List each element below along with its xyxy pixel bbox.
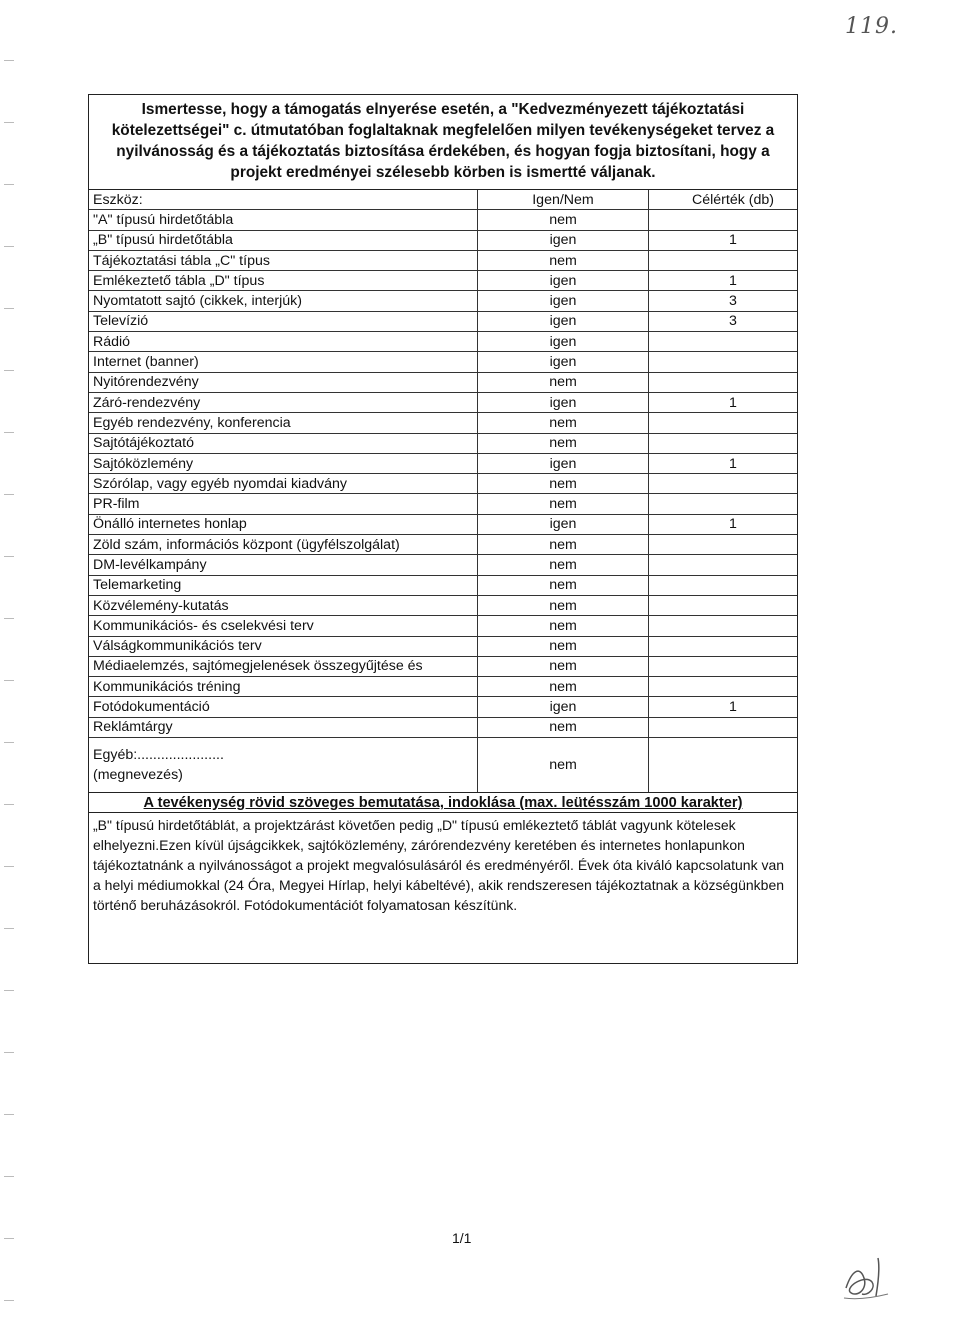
table-row — [89, 575, 797, 595]
table-row — [89, 311, 797, 331]
table-row — [89, 656, 797, 676]
tool-name: Telemarketing — [89, 575, 478, 595]
table-row — [89, 636, 797, 656]
tool-name: Fotódokumentáció — [89, 697, 478, 717]
tool-name: Rádió — [89, 332, 478, 352]
form-sheet — [88, 94, 798, 964]
other-label-line1: Egyéb:...................... — [93, 747, 224, 764]
other-target — [649, 738, 798, 793]
table-row — [89, 514, 797, 534]
header-yes-no: Igen/Nem — [478, 190, 649, 210]
handwritten-page-mark: 119. — [845, 14, 898, 39]
tools-table — [89, 190, 797, 792]
target-value — [649, 575, 798, 595]
tool-name: PR-film — [89, 494, 478, 514]
tool-name: Kommunikációs- és cselekvési terv — [89, 616, 478, 636]
tool-name: Szórólap, vagy egyéb nyomdai kiadvány — [89, 474, 478, 494]
target-value: 1 — [649, 392, 798, 412]
yes-no-value: igen — [478, 352, 649, 372]
header-target: Célérték (db) — [649, 190, 798, 210]
tool-name: Zöld szám, információs központ (ügyfélszolgálat) — [89, 535, 478, 555]
yes-no-value: igen — [478, 332, 649, 352]
table-row — [89, 352, 797, 372]
description-body: „B" típusú hirdetőtáblát, a projektzárást követően pedig „D" típusú emlékeztető táblát vagyunk kötelesek elhelyezni.Ezen kívül újságcikkek, sajtóközlemény, zárórendezvény keretében és internetes honlapunkon tájékoztatnánk a nyilvánosságot a projekt megvalósulásáról és eredményéről. Évek óta kiváló kapcsolatunk van a helyi médiumokkal (24 Óra, Megyei Hírlap, helyi kábeltévé), akik rendszeresen tájékoztatnak a községünkben történő beruházásokról. Fotódokumentációt folyamatosan készítünk. — [93, 817, 785, 914]
yes-no-value: nem — [478, 474, 649, 494]
tool-name: Kommunikációs tréning — [89, 677, 478, 697]
yes-no-value: igen — [478, 514, 649, 534]
table-row — [89, 474, 797, 494]
table-row-other — [89, 738, 797, 793]
tools-table-body — [89, 210, 797, 738]
target-value — [649, 535, 798, 555]
target-value — [649, 250, 798, 270]
yes-no-value: nem — [478, 210, 649, 230]
punch-margin — [4, 60, 16, 1310]
table-row — [89, 717, 797, 737]
table-row — [89, 453, 797, 473]
yes-no-value: nem — [478, 717, 649, 737]
tool-name: Nyomtatott sajtó (cikkek, interjúk) — [89, 291, 478, 311]
yes-no-value: nem — [478, 555, 649, 575]
yes-no-value: nem — [478, 575, 649, 595]
yes-no-value: nem — [478, 494, 649, 514]
target-value: 1 — [649, 453, 798, 473]
table-row — [89, 230, 797, 250]
tool-name: Reklámtárgy — [89, 717, 478, 737]
target-value — [649, 656, 798, 676]
target-value — [649, 210, 798, 230]
tool-name: Egyéb rendezvény, konferencia — [89, 413, 478, 433]
table-row — [89, 332, 797, 352]
target-value — [649, 616, 798, 636]
yes-no-value: nem — [478, 636, 649, 656]
yes-no-value: igen — [478, 291, 649, 311]
target-value: 1 — [649, 230, 798, 250]
yes-no-value: igen — [478, 271, 649, 291]
yes-no-value: nem — [478, 656, 649, 676]
target-value: 1 — [649, 514, 798, 534]
table-row — [89, 271, 797, 291]
table-row — [89, 555, 797, 575]
target-value — [649, 433, 798, 453]
table-row — [89, 291, 797, 311]
yes-no-value: nem — [478, 250, 649, 270]
page-number: 1/1 — [452, 1230, 472, 1246]
yes-no-value: igen — [478, 311, 649, 331]
table-row — [89, 494, 797, 514]
tool-name: Emlékeztető tábla „D" típus — [89, 271, 478, 291]
yes-no-value: nem — [478, 413, 649, 433]
tool-name: Válságkommunikációs terv — [89, 636, 478, 656]
table-row — [89, 677, 797, 697]
intro-question: Ismertesse, hogy a támogatás elnyerése esetén, a "Kedvezményezett tájékoztatási kötelezettségei" c. útmutatóban foglaltaknak megfelelően milyen tevékenységeket tervez a nyilvánosság és a tájékoztatás biztosítása érdekében, és hogyan fogja biztosítani, hogy a projekt eredményei szélesebb körben is ismertté váljanak. — [89, 95, 797, 190]
table-row — [89, 250, 797, 270]
target-value — [649, 332, 798, 352]
yes-no-value: nem — [478, 677, 649, 697]
target-value — [649, 372, 798, 392]
yes-no-value: nem — [478, 433, 649, 453]
tool-name: Sajtótájékoztató — [89, 433, 478, 453]
other-value: nem — [478, 738, 649, 793]
tool-name: Tájékoztatási tábla „C" típus — [89, 250, 478, 270]
table-row — [89, 595, 797, 615]
signature-initials — [838, 1248, 898, 1304]
target-value: 1 — [649, 271, 798, 291]
target-value: 3 — [649, 311, 798, 331]
table-header-row — [89, 190, 797, 210]
description-title: A tevékenység rövid szöveges bemutatása, indoklása (max. leütésszám 1000 karakter) — [89, 792, 797, 813]
yes-no-value: nem — [478, 372, 649, 392]
tool-name: Közvélemény-kutatás — [89, 595, 478, 615]
tool-name: Médiaelemzés, sajtómegjelenések összegyűjtése és — [89, 656, 478, 676]
target-value: 1 — [649, 697, 798, 717]
table-row — [89, 697, 797, 717]
target-value — [649, 352, 798, 372]
table-row — [89, 413, 797, 433]
other-label-line2: (megnevezés) — [93, 767, 183, 784]
tool-name: Televízió — [89, 311, 478, 331]
target-value — [649, 474, 798, 494]
yes-no-value: igen — [478, 453, 649, 473]
table-row — [89, 616, 797, 636]
tool-name: Nyitórendezvény — [89, 372, 478, 392]
tool-name: Önálló internetes honlap — [89, 514, 478, 534]
yes-no-value: nem — [478, 616, 649, 636]
tool-name: Záró-rendezvény — [89, 392, 478, 412]
yes-no-value: igen — [478, 392, 649, 412]
target-value — [649, 677, 798, 697]
table-row — [89, 433, 797, 453]
target-value — [649, 555, 798, 575]
tool-name: Internet (banner) — [89, 352, 478, 372]
tool-name: Sajtóközlemény — [89, 453, 478, 473]
tool-name: "A" típusú hirdetőtábla — [89, 210, 478, 230]
header-tool: Eszköz: — [89, 190, 478, 210]
target-value — [649, 494, 798, 514]
other-label — [89, 738, 478, 793]
target-value — [649, 717, 798, 737]
target-value — [649, 636, 798, 656]
yes-no-value: igen — [478, 697, 649, 717]
yes-no-value: nem — [478, 535, 649, 555]
target-value — [649, 595, 798, 615]
table-row — [89, 210, 797, 230]
table-row — [89, 535, 797, 555]
yes-no-value: igen — [478, 230, 649, 250]
yes-no-value: nem — [478, 595, 649, 615]
tool-name: DM-levélkampány — [89, 555, 478, 575]
table-row — [89, 372, 797, 392]
target-value — [649, 413, 798, 433]
target-value: 3 — [649, 291, 798, 311]
tool-name: „B" típusú hirdetőtábla — [89, 230, 478, 250]
table-row — [89, 392, 797, 412]
